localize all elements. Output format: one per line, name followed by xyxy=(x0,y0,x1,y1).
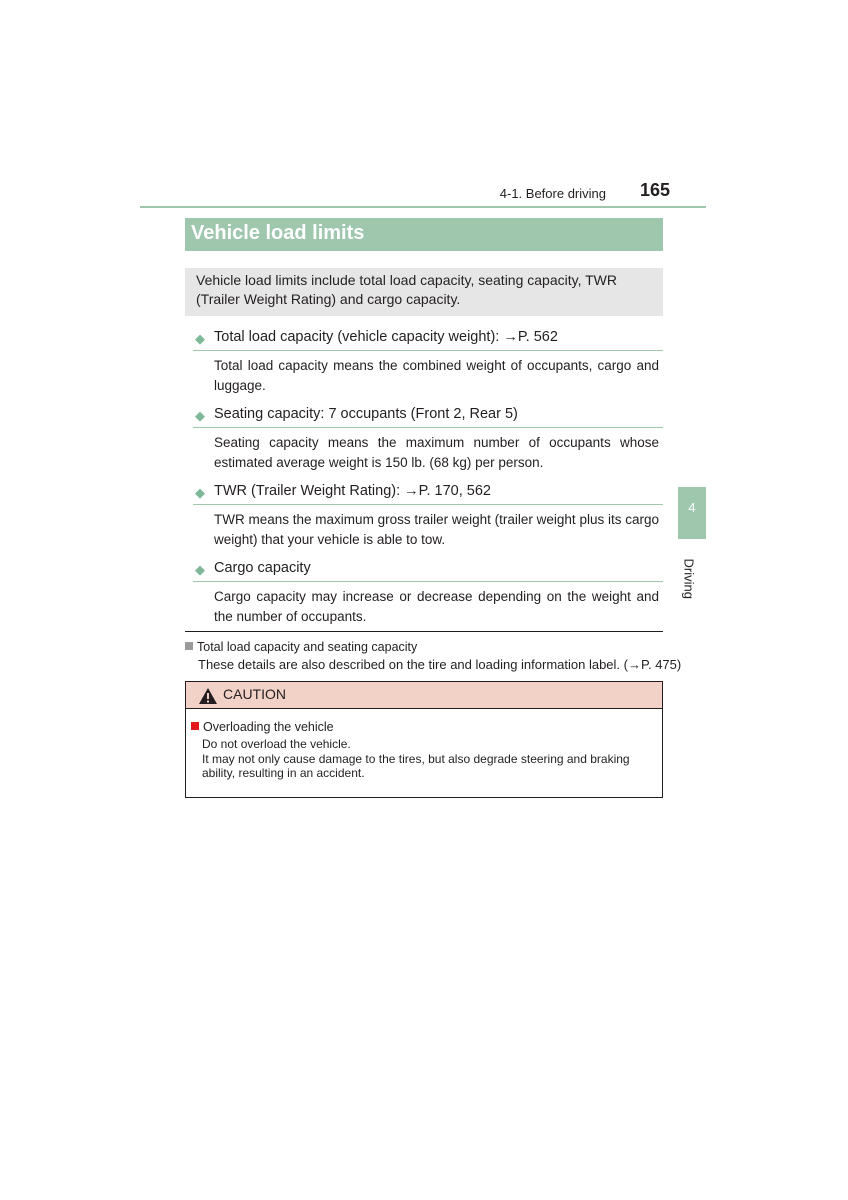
caution-line: Do not overload the vehicle. xyxy=(202,737,351,751)
caution-box xyxy=(185,681,663,798)
list-item xyxy=(193,404,663,481)
red-square-bullet-icon xyxy=(191,722,199,730)
item-heading-text: Total load capacity (vehicle capacity weight): →P. 562 xyxy=(214,329,558,345)
list-item xyxy=(193,558,663,635)
item-heading-text: TWR (Trailer Weight Rating): →P. 170, 562 xyxy=(214,483,491,499)
diamond-bullet-icon: ◆ xyxy=(195,562,205,577)
caution-line: It may not only cause damage to the tires, but also degrade steering and braking ability, resulting in an accident. xyxy=(202,751,630,780)
list-item xyxy=(193,327,663,404)
item-heading-text: Cargo capacity xyxy=(214,560,311,576)
item-list xyxy=(193,327,663,635)
section-divider xyxy=(185,631,663,632)
caution-subheading xyxy=(191,720,654,734)
item-heading xyxy=(193,481,663,505)
item-description: Total load capacity means the combined weight of occupants, cargo and luggage. xyxy=(214,358,659,393)
chapter-tab: 4 xyxy=(678,487,706,539)
intro-box: Vehicle load limits include total load capacity, seating capacity, TWR (Trailer Weight Rating) and cargo capacity. xyxy=(185,268,663,316)
diamond-bullet-icon: ◆ xyxy=(195,485,205,500)
chapter-label: Driving xyxy=(681,558,697,599)
diamond-bullet-icon: ◆ xyxy=(195,331,205,346)
page-header xyxy=(140,178,706,208)
caution-body xyxy=(186,709,662,781)
item-heading-text: Seating capacity: 7 occupants (Front 2, Rear 5) xyxy=(214,406,518,422)
square-bullet-icon xyxy=(185,642,193,650)
caution-text xyxy=(191,737,654,781)
item-heading xyxy=(193,327,663,351)
section-label: 4-1. Before driving xyxy=(499,186,606,201)
caution-label: CAUTION xyxy=(223,686,286,702)
item-heading xyxy=(193,404,663,428)
page-number: 165 xyxy=(639,180,670,200)
warning-triangle-icon xyxy=(198,687,218,705)
item-description: Cargo capacity may increase or decrease depending on the weight and the number of occupants. xyxy=(214,589,659,624)
page-title: Vehicle load limits xyxy=(185,218,663,251)
diamond-bullet-icon: ◆ xyxy=(195,408,205,423)
note-body: These details are also described on the tire and loading information label. (→P. 475) xyxy=(198,657,682,672)
item-description: TWR means the maximum gross trailer weight (trailer weight plus its cargo weight) that your vehicle is able to tow. xyxy=(214,512,659,547)
note-heading-text: Total load capacity and seating capacity xyxy=(197,640,418,654)
note-heading xyxy=(185,640,417,654)
list-item xyxy=(193,481,663,558)
item-heading xyxy=(193,558,663,582)
caution-subheading-text: Overloading the vehicle xyxy=(203,720,334,734)
caution-header xyxy=(186,682,662,709)
item-description: Seating capacity means the maximum number of occupants whose estimated average weight is 150 lb. (68 kg) per person. xyxy=(214,435,659,470)
